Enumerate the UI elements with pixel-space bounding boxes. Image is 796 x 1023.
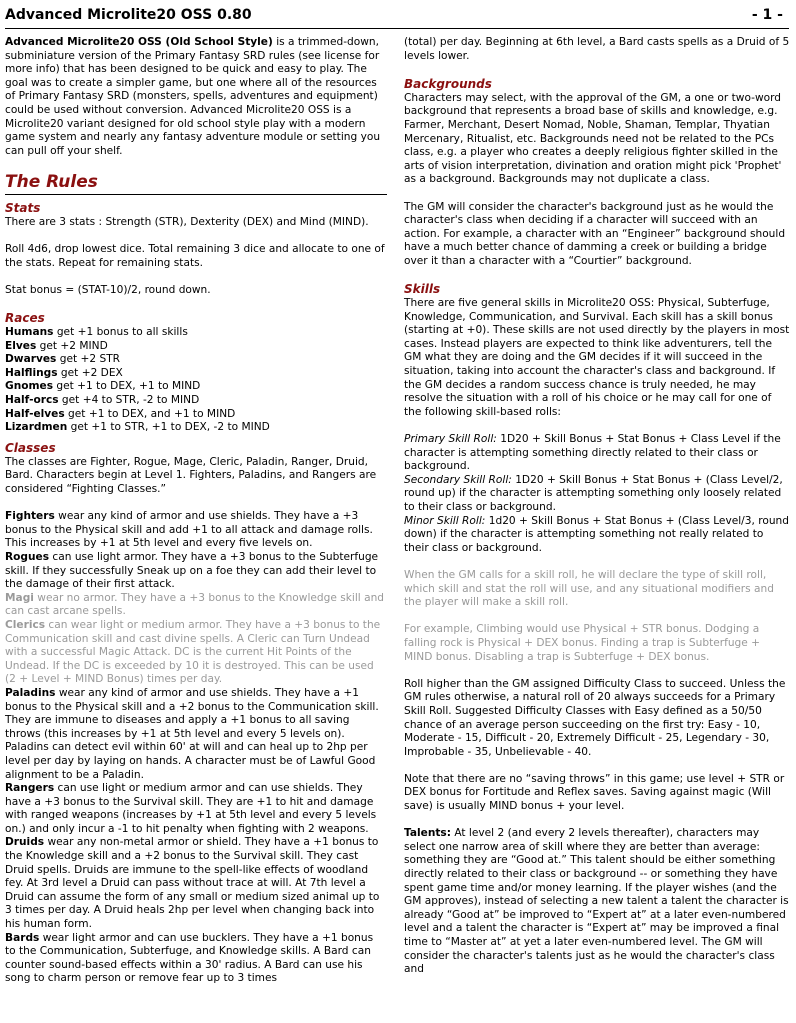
skills-example-paragraph: For example, Climbing would use Physical + STR bonus. Dodging a falling rock is Physical + DEX bonus. Finding a trap is Subterfuge + MIND bonus. Disabling a trap is Subterfuge + DEX bonus.	[404, 623, 761, 663]
race-name: Humans	[5, 326, 54, 339]
class-text: can use light or medium armor and can use shields. They have a +3 bonus to the Survival skill. They are +1 to hit and damage with ranged weapons (increases by +1 at 5th level and every 5 levels on.) and only incur a -1 to hit penalty when fighting with 2 weapons.	[5, 782, 377, 835]
roll-text: 1D20 + Skill Bonus + Stat Bonus + (Class Level/2, round up) if the character is attempting something only loosely related to their class or background.	[404, 473, 783, 513]
class-text: wear any kind of armor and use shields. They have a +1 bonus to the Physical skill and a +2 bonus to the Communication skill. They are immune to diseases and apply a +1 bonus to all saving throws (this increases by +1 at 5th level and every 5 levels on). Paladins can detect evil within 60' at will and can heal up to 2hp per level per day by laying on hands. A character must be of Lawful Good alignment to be a Paladin.	[5, 686, 379, 781]
race-item	[5, 380, 387, 394]
class-text: wear no armor. They have a +3 bonus to the Knowledge skill and can cast arcane spells.	[5, 591, 385, 618]
talents-label: Talents:	[404, 827, 451, 840]
class-text: can use light armor. They have a +3 bonus to the Subterfuge skill. If they successfully Sneak up on a foe they can add their level to the damage of their first attack.	[5, 551, 379, 591]
race-text: get +4 to STR, -2 to MIND	[58, 394, 200, 407]
stats-paragraph-3: Stat bonus = (STAT-10)/2, round down.	[5, 283, 211, 296]
class-text: wear any non-metal armor or shield. They have a +1 bonus to the Knowledge skill and a +2 bonus to the Survival skill. They cast Druid spells. Druids are immune to the spell-like effects of woodland fey. At 3rd level a Druid can pass without trace at will. At 7th level a Druid can assume the form of any small or medium sized animal up to 3 times per day. A Druid heals 2hp per level when changing back into his human form.	[5, 836, 380, 931]
bards-continued: (total) per day. Beginning at 6th level, a Bard casts spells as a Druid of 5 levels lower.	[404, 36, 790, 62]
class-text: can wear light or medium armor. They have a +3 bonus to the Communication skill and cast divine spells. A Cleric can Turn Undead with a successful Magic Attack. DC is the current Hit Points of the Undead. If the DC is exceeded by 10 it is destroyed. This can be used (2 + Level + MIND Bonus) times per day.	[5, 618, 381, 686]
backgrounds-paragraph-2: The GM will consider the character's background just as he would the character's class when deciding if a character will succeed with an action. For example, a character with an “Engineer” background should have a much better chance of damming a creek or building a bridge over it than a character with a “Courtier” background.	[404, 200, 786, 267]
rules-heading: The Rules	[5, 172, 387, 195]
race-item	[5, 326, 387, 340]
race-text: get +2 STR	[56, 353, 121, 366]
race-item	[5, 421, 387, 435]
race-name: Halflings	[5, 366, 58, 379]
race-name: Half-orcs	[5, 394, 59, 407]
primary-skill-roll	[404, 433, 790, 474]
classes-intro: The classes are Fighter, Rogue, Mage, Cleric, Paladin, Ranger, Druid, Bard. Characters begin at Level 1. Fighters, Paladins, and Rangers are considered “Fighting Classes.”	[5, 455, 377, 496]
race-text: get +2 DEX	[57, 366, 123, 379]
race-item	[5, 367, 387, 381]
saving-throws-paragraph: Note that there are no “saving throws” in this game; use level + STR or DEX bonus for Fortitude and Reflex saves. Saving against magic (Will save) is usually MIND bonus + your level.	[404, 772, 785, 813]
race-item	[5, 408, 387, 422]
class-text: wear any kind of armor and use shields. They have a +3 bonus to the Physical skill and add +1 to all attack and damage rolls. This increases by +1 at 5th level and every five levels on.	[5, 510, 373, 550]
class-rogues	[5, 551, 387, 592]
right-column	[404, 36, 790, 990]
page-header	[5, 4, 789, 29]
skills-roll-paragraph: Roll higher than the GM assigned Difficulty Class to succeed. Unless the GM rules otherwise, a natural roll of 20 always succeeds for a Primary Skill Roll. Suggested Difficulty Classes with Easy defined as a 50/50 chance of an average person succeeding on the first try: Easy - 10, Moderate - 15, Difficult - 20, Extremely Difficult - 25, Legendary - 30, Improbable - 35, Unbelievable - 40.	[404, 677, 786, 758]
backgrounds-paragraph-1: Characters may select, with the approval of the GM, a one or two-word background that represents a broad base of skills and knowledge, e.g. Farmer, Merchant, Desert Nomad, Noble, Shaman, Templar, Thyatian Mercenary, Ritualist, etc. Backgrounds need not be related to the PCs class, e.g. a player who creates a deeply religious fighter skilled in the arts of vision interpretation, divination and oration might pick 'Prophet' as a background. Backgrounds may not duplicate a class.	[404, 91, 782, 186]
race-name: Elves	[5, 339, 37, 352]
race-item	[5, 353, 387, 367]
skills-paragraph-1: There are five general skills in Microlite20 OSS: Physical, Subterfuge, Knowledge, Communication, and Survival. Each skill has a skill bonus (starting at +0). These skills are not used directly by the players in most cases. Instead players are expected to think like adventurers, tell the GM what they are doing and the GM decides if it will succeed in the situation, taking into account the character's class and background. If the GM decides a random success chance is truly needed, he may resolve the situation with a roll of his choice or he may call for one of the following skill-based rolls:	[404, 297, 790, 418]
stats-heading: Stats	[5, 200, 41, 215]
class-bards	[5, 932, 387, 986]
class-paladins	[5, 687, 387, 782]
intro-lead: Advanced Microlite20 OSS (Old School Style)	[5, 36, 273, 48]
races-heading: Races	[5, 311, 45, 326]
classes-heading: Classes	[5, 440, 56, 455]
minor-skill-roll	[404, 515, 790, 556]
class-name: Rogues	[5, 551, 50, 563]
talents-text: At level 2 (and every 2 levels thereafter), characters may select one narrow area of skill where they are better than average: something they are “Good at.” This talent should be either something directly related to their class or background -- or something they have spent game time and/or money learning. If the player wishes (and the GM approves), instead of selecting a new talent a talent the character is already “Good at” be improved to “Expert at” at a later even-numbered level and a talent the character is “Expert at” may be improved a final time to “Master at” at yet a later even-numbered level. The GM will consider the character's talents just as he would the character's class and	[404, 827, 789, 976]
race-text: get +2 MIND	[36, 339, 108, 352]
race-name: Lizardmen	[5, 421, 68, 434]
secondary-skill-roll	[404, 474, 790, 515]
class-text: wear light armor and can use bucklers. They have a +1 bonus to the Communication, Subterfuge, and Knowledge skills. A Bard can counter sound-based effects within a 30' radius. A Bard can use his song to charm person or remove fear up to 3 times	[5, 931, 374, 985]
roll-label: Minor Skill Roll:	[404, 514, 486, 527]
race-text: get +1 bonus to all skills	[53, 326, 188, 339]
document-title: Advanced Microlite20 OSS 0.80	[5, 7, 252, 23]
race-item	[5, 394, 387, 408]
race-text: get +1 to DEX, +1 to MIND	[53, 380, 201, 393]
class-clerics	[5, 619, 387, 687]
left-column	[5, 36, 387, 986]
class-name: Bards	[5, 931, 40, 944]
skills-heading: Skills	[404, 282, 441, 297]
race-item	[5, 340, 387, 354]
race-name: Half-elves	[5, 407, 65, 420]
class-name: Rangers	[5, 782, 55, 795]
class-name: Druids	[5, 836, 45, 849]
stats-paragraph-1: There are 3 stats : Strength (STR), Dexterity (DEX) and Mind (MIND).	[5, 215, 369, 228]
race-text: get +1 to DEX, and +1 to MIND	[64, 407, 236, 420]
class-rangers	[5, 782, 387, 836]
class-name: Magi	[5, 591, 34, 604]
races-list	[5, 326, 387, 435]
backgrounds-heading: Backgrounds	[404, 76, 492, 91]
intro-text: is a trimmed-down, subminiature version of the Primary Fantasy SRD rules (see license for more info) that has been designed to be quick and easy to play. The goal was to create a simpler game, but one where all of the resources of Primary Fantasy SRD (monsters, spells, adventures and equipment) could be used without conversion. Advanced Microlite20 OSS is a Microlite20 variant designed for old school style play with a modern game system and nearly any fantasy adventure module or setting you can pull off your shelf.	[5, 36, 381, 157]
stats-paragraph-2: Roll 4d6, drop lowest dice. Total remaining 3 dice and allocate to one of the stats. Repeat for remaining stats.	[5, 243, 385, 269]
race-text: get +1 to STR, +1 to DEX, -2 to MIND	[67, 421, 270, 434]
class-name: Paladins	[5, 686, 56, 699]
class-fighters	[5, 510, 387, 551]
roll-label: Primary Skill Roll:	[404, 433, 497, 446]
race-name: Dwarves	[5, 353, 57, 366]
class-druids	[5, 836, 387, 931]
race-name: Gnomes	[5, 380, 54, 393]
talents-paragraph	[404, 827, 790, 977]
roll-text: 1D20 + Skill Bonus + Stat Bonus + Class Level if the character is attempting something directly related to their class or background.	[404, 433, 781, 473]
class-name: Clerics	[5, 618, 46, 631]
page-number: - 1 -	[751, 7, 783, 23]
skills-gm-paragraph: When the GM calls for a skill roll, he will declare the type of skill roll, which skill and stat the roll will use, and any situational modifiers and the player will make a skill roll.	[404, 568, 774, 609]
intro-paragraph	[5, 36, 387, 158]
roll-label: Secondary Skill Roll:	[404, 473, 512, 486]
class-name: Fighters	[5, 510, 55, 523]
class-magi	[5, 592, 387, 619]
roll-text: 1d20 + Skill Bonus + Stat Bonus + (Class Level/3, round down) if the character is attempting something not really related to their class or background.	[404, 514, 789, 554]
